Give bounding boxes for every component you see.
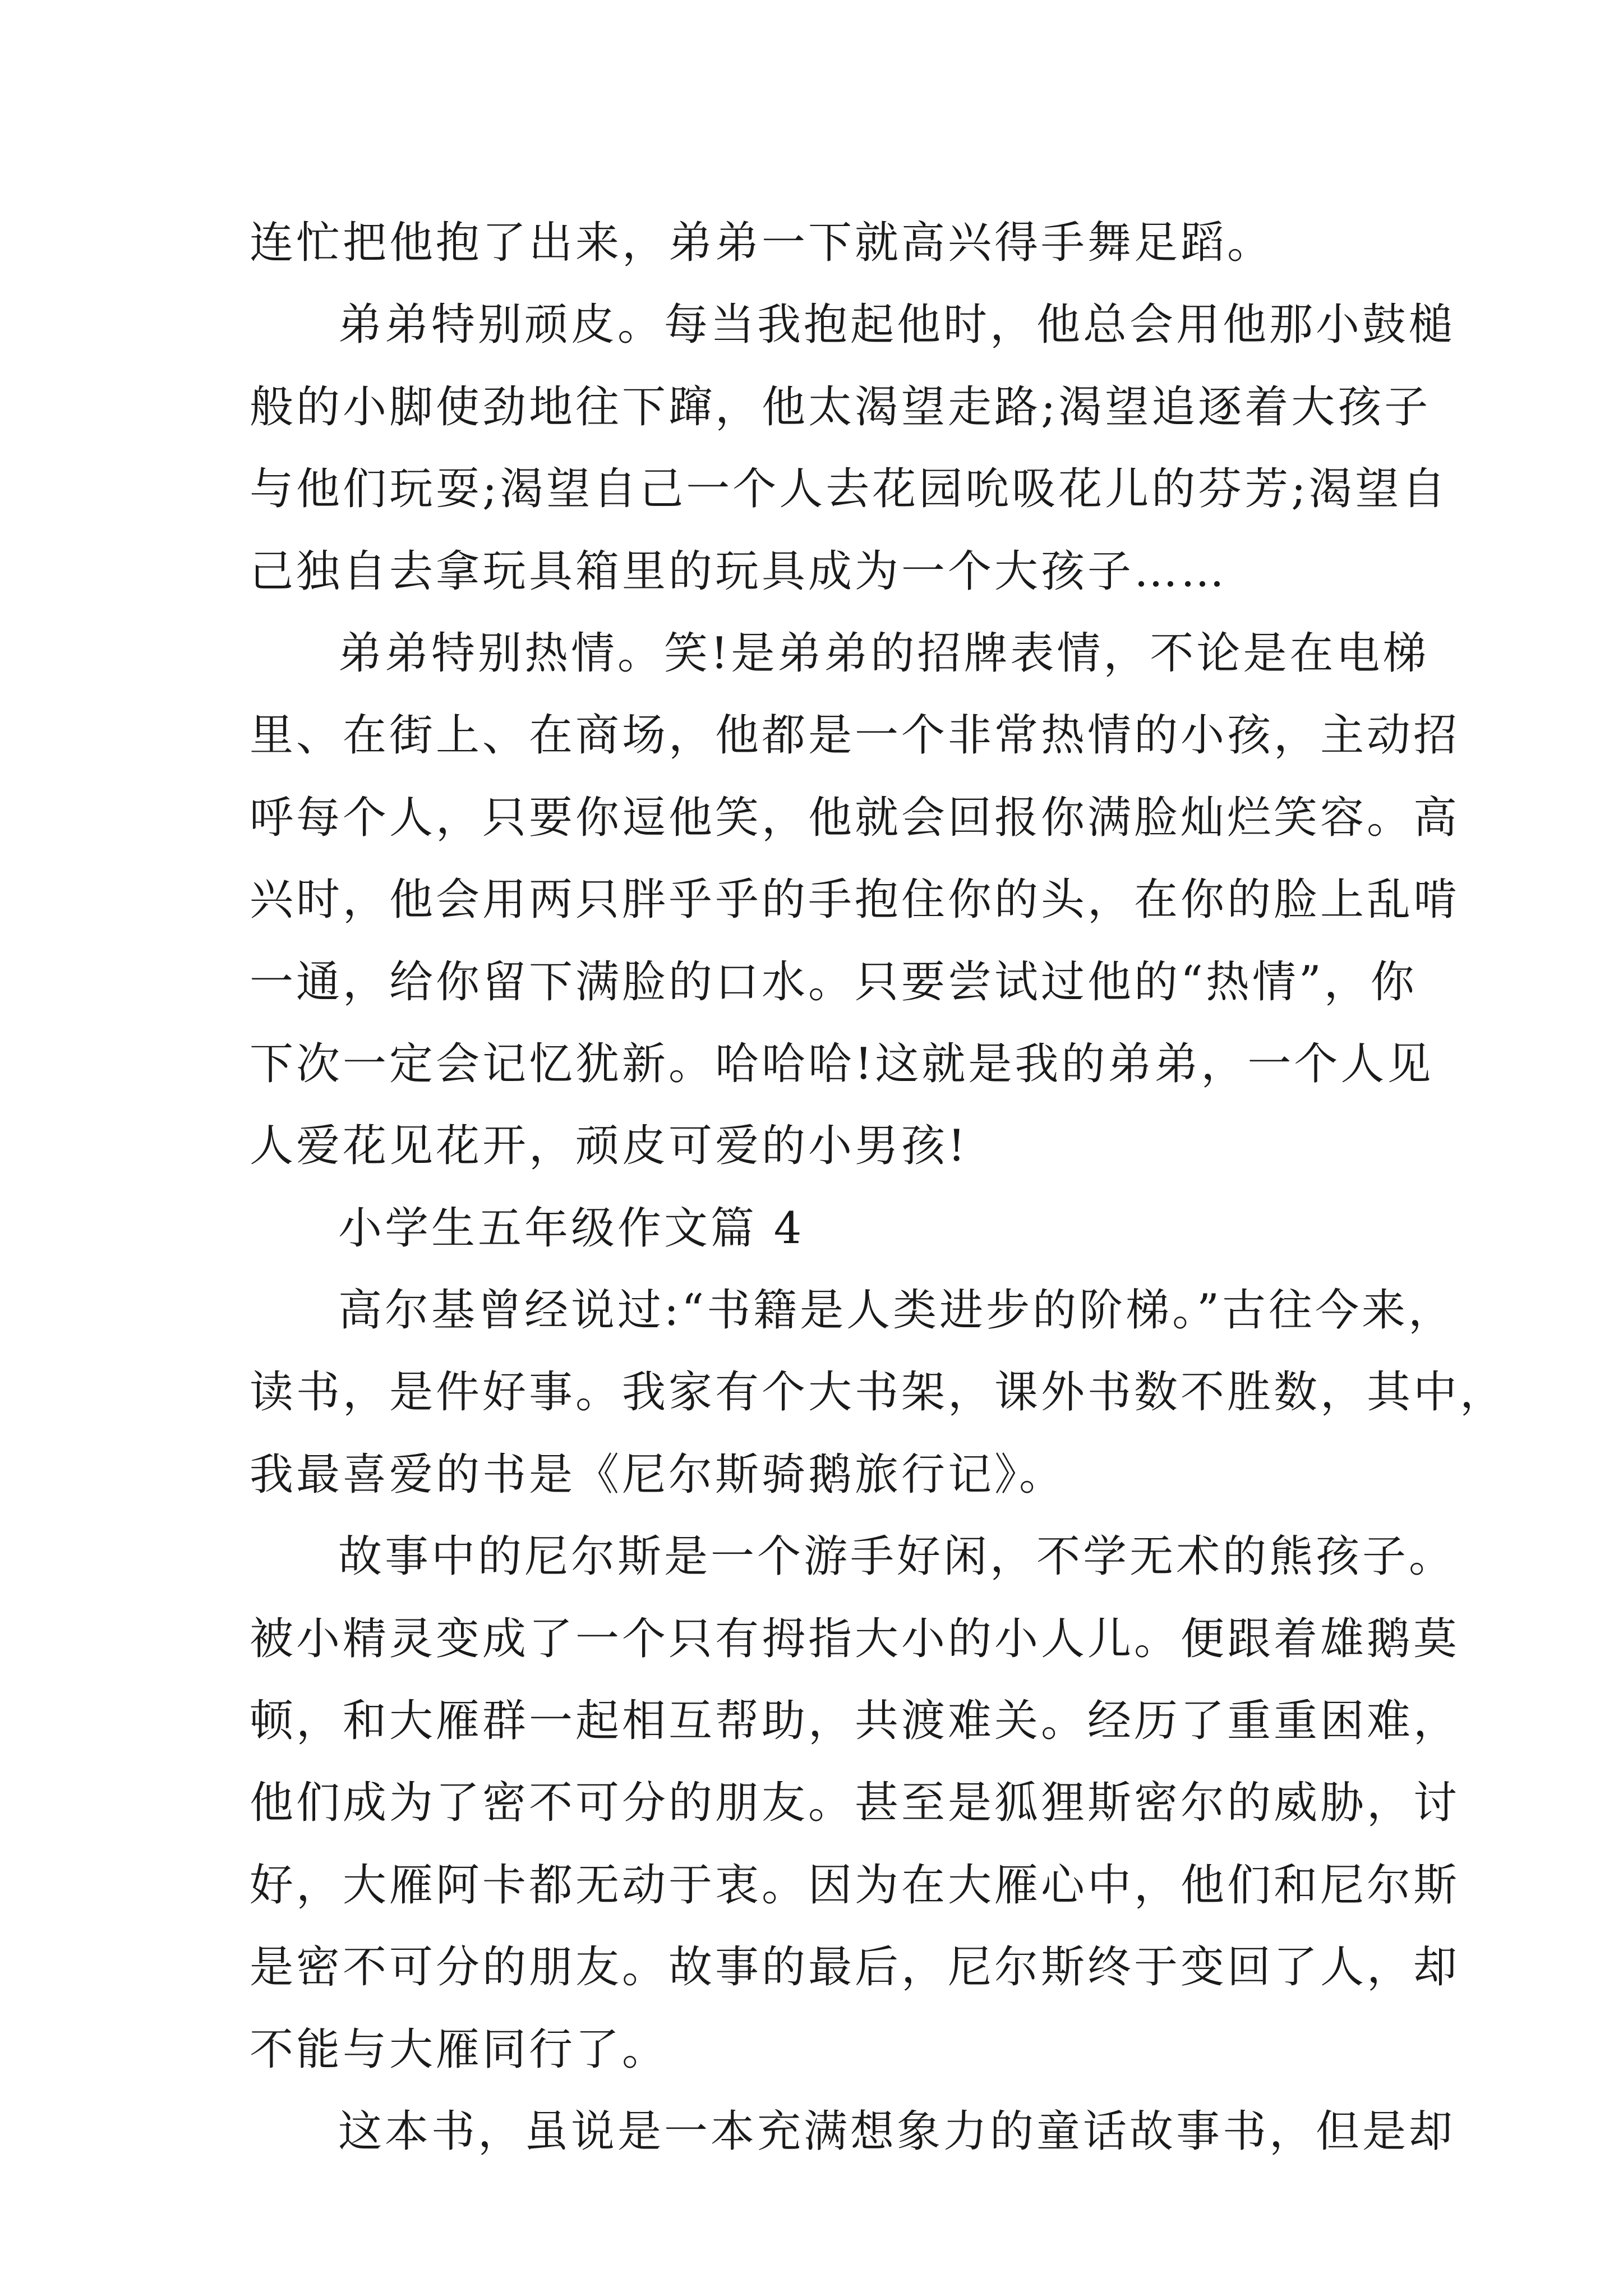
text-line: 读书，是件好事。我家有个大书架，课外书数不胜数，其中， bbox=[250, 1367, 1507, 1418]
text-line: 被小精灵变成了一个只有拇指大小的小人儿。便跟着雄鹅莫 bbox=[250, 1613, 1460, 1664]
text-line: 好，大雁阿卡都无动于衷。因为在大雁心中，他们和尼尔斯 bbox=[250, 1860, 1460, 1911]
text-line: 己独自去拿玩具箱里的玩具成为一个大孩子…… bbox=[250, 546, 1228, 597]
text-line: 连忙把他抱了出来，弟弟一下就高兴得手舞足蹈。 bbox=[250, 218, 1274, 268]
essay-text-body bbox=[250, 202, 1507, 2173]
text-line: 下次一定会记忆犹新。哈哈哈!这就是我的弟弟，一个人见 bbox=[250, 1038, 1434, 1089]
text-line: 他们成为了密不可分的朋友。甚至是狐狸斯密尔的威胁，讨 bbox=[250, 1778, 1460, 1829]
section-heading: 小学生五年级作文篇 4 bbox=[338, 1203, 805, 1254]
text-line: 一通，给你留下满脸的口水。只要尝试过他的“热情”，你 bbox=[250, 956, 1417, 1007]
paragraph-start-line: 故事中的尼尔斯是一个游手好闲，不学无术的熊孩子。 bbox=[338, 1531, 1456, 1582]
text-line: 人爱花见花开，顽皮可爱的小男孩! bbox=[250, 1121, 969, 1172]
paragraph-start-line: 弟弟特别顽皮。每当我抱起他时，他总会用他那小鼓槌 bbox=[338, 300, 1456, 351]
text-line: 兴时，他会用两只胖乎乎的手抱住你的头，在你的脸上乱啃 bbox=[250, 875, 1460, 926]
text-line: 与他们玩耍;渴望自己一个人去花园吮吸花儿的芬芳;渴望自 bbox=[250, 464, 1449, 515]
paragraph-start-line: 弟弟特别热情。笑!是弟弟的招牌表情，不论是在电梯 bbox=[338, 628, 1430, 679]
text-line: 顿，和大雁群一起相互帮助，共渡难关。经历了重重困难， bbox=[250, 1696, 1460, 1747]
text-line: 呼每个人，只要你逗他笑，他就会回报你满脸灿烂笑容。高 bbox=[250, 792, 1460, 843]
text-line: 不能与大雁同行了。 bbox=[250, 2024, 669, 2075]
text-line: 里、在街上、在商场，他都是一个非常热情的小孩，主动招 bbox=[250, 710, 1460, 761]
text-line: 般的小脚使劲地往下蹿，他太渴望走路;渴望追逐着大孩子 bbox=[250, 381, 1431, 432]
paragraph-start-line: 这本书，虽说是一本充满想象力的童话故事书，但是却 bbox=[338, 2106, 1456, 2157]
paragraph-start-line: 高尔基曾经说过:“书籍是人类进步的阶梯。”古往今来， bbox=[338, 1285, 1455, 1336]
text-line: 我最喜爱的书是《尼尔斯骑鹅旅行记》。 bbox=[250, 1449, 1066, 1500]
text-line: 是密不可分的朋友。故事的最后，尼尔斯终于变回了人，却 bbox=[250, 1942, 1460, 1993]
